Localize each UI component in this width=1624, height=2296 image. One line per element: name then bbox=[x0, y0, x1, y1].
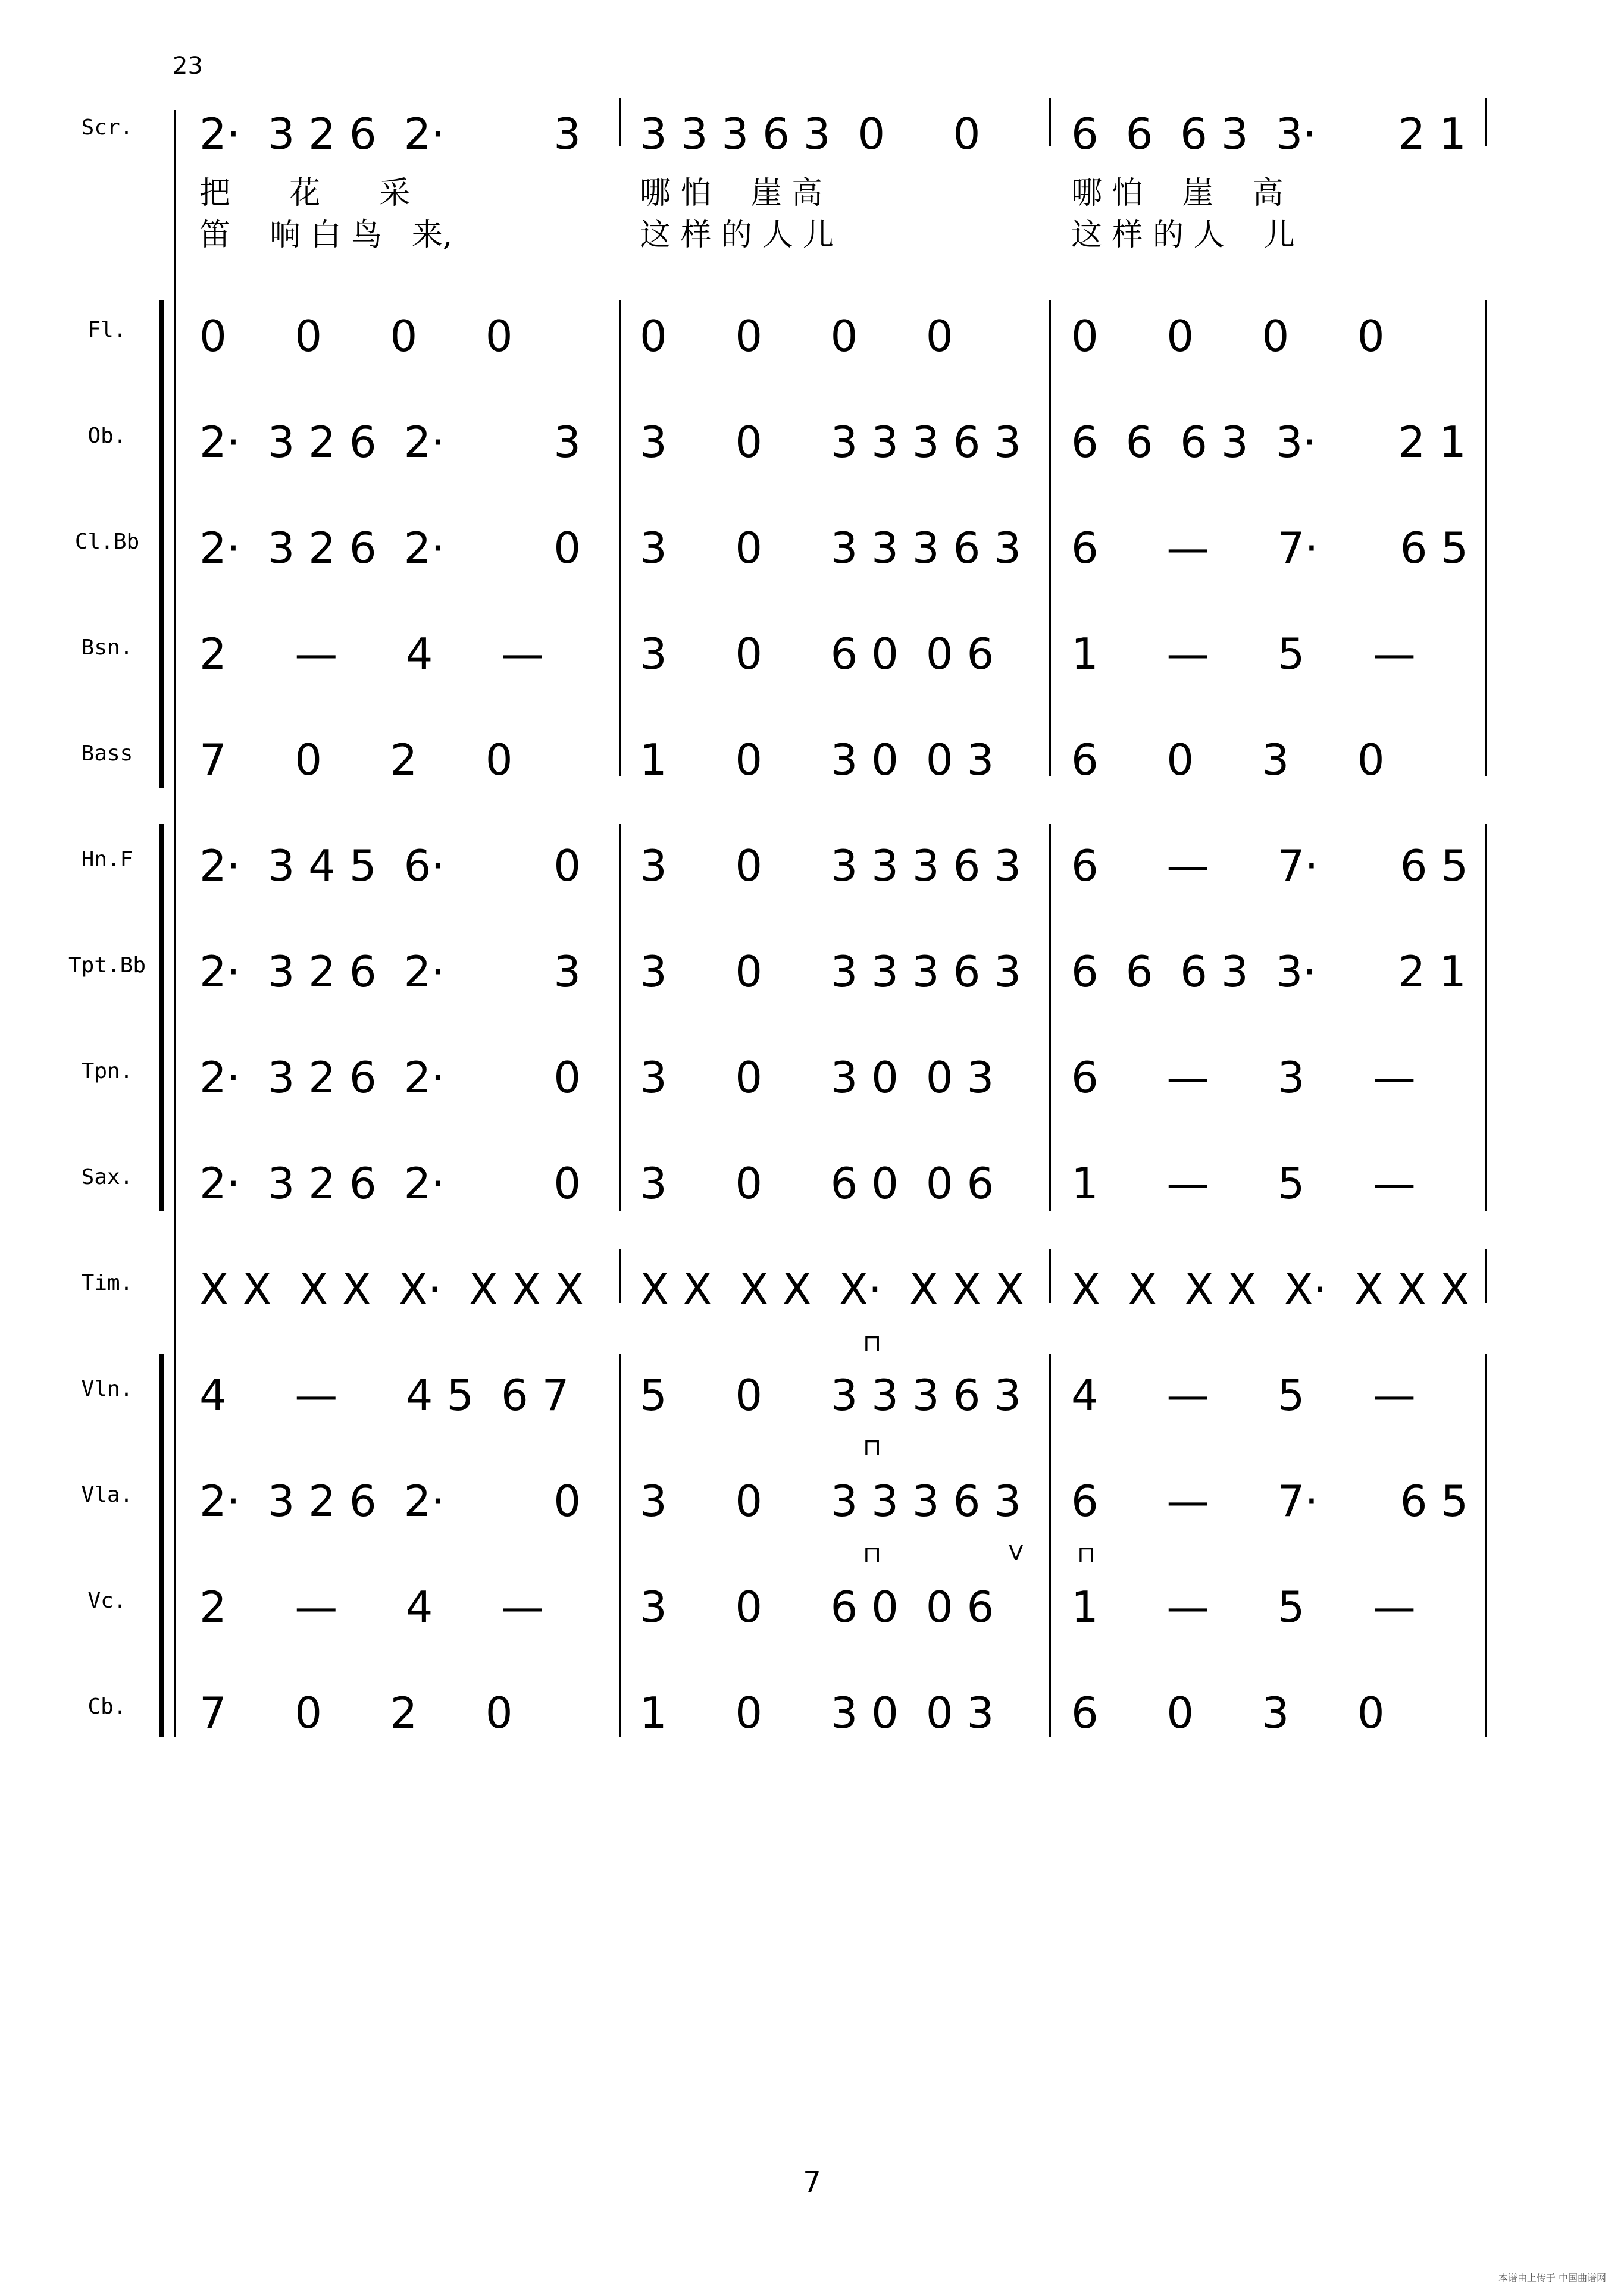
down-bow-mark: ⊓ bbox=[863, 1330, 882, 1357]
woodwind-bracket bbox=[159, 300, 164, 788]
measure-3: 0 0 0 0 bbox=[1071, 311, 1385, 361]
measure-2: X X X X X· X X X bbox=[640, 1264, 1025, 1314]
measure-2: 3 3 3 6 3 0 0 bbox=[640, 109, 981, 159]
measure-3: 1 — 5 — bbox=[1071, 629, 1416, 679]
measure-2: 3 0 3 3 3 6 3 bbox=[640, 417, 1022, 467]
measure-2: 1 0 3 0 0 3 bbox=[640, 1688, 994, 1738]
instrument-label-vla: Vla. bbox=[81, 1483, 133, 1507]
staff-sax bbox=[199, 1160, 1509, 1207]
staff-vla bbox=[199, 1477, 1509, 1525]
staff-cl bbox=[199, 524, 1509, 572]
instrument-label-cl: Cl.Bb bbox=[74, 530, 140, 554]
measure-2: 3 0 3 3 3 6 3 bbox=[640, 523, 1022, 573]
brass-bracket bbox=[159, 824, 164, 1211]
measure-1: 2 — 4 — bbox=[199, 1582, 544, 1632]
measure-2: 3 0 3 3 3 6 3 bbox=[640, 841, 1022, 891]
staff-vln bbox=[199, 1371, 1509, 1419]
instrument-label-vln: Vln. bbox=[81, 1377, 133, 1401]
measure-1: 2 — 4 — bbox=[199, 629, 544, 679]
measure-3: 6 6 6 3 3· 2 1 bbox=[1071, 947, 1466, 997]
staff-fl bbox=[199, 312, 1509, 360]
system-start-line-scr bbox=[174, 110, 176, 300]
up-bow-mark: V bbox=[1009, 1541, 1024, 1565]
measure-2: 3 0 3 3 3 6 3 bbox=[640, 1476, 1022, 1526]
staff-scr bbox=[199, 110, 1509, 158]
down-bow-mark: ⊓ bbox=[1077, 1541, 1096, 1568]
measure-1: 2· 3 2 6 2· 3 bbox=[199, 109, 581, 159]
instrument-label-cb: Cb. bbox=[87, 1694, 127, 1719]
measure-2: 0 0 0 0 bbox=[640, 311, 953, 361]
lyric-m1: 笛 响 白 鸟 来, bbox=[199, 217, 453, 253]
measure-1: 2· 3 2 6 2· 0 bbox=[199, 1476, 581, 1526]
staff-vc bbox=[199, 1583, 1509, 1631]
staff-hn bbox=[199, 842, 1509, 889]
measure-1: 7 0 2 0 bbox=[199, 1688, 513, 1738]
measure-1: 2· 3 2 6 2· 3 bbox=[199, 417, 581, 467]
lyric-m3: 这 样 的 人 儿 bbox=[1071, 217, 1295, 253]
measure-1: 2· 3 2 6 2· 0 bbox=[199, 1158, 581, 1208]
measure-3: 6 — 7· 6 5 bbox=[1071, 1476, 1469, 1526]
instrument-label-tim: Tim. bbox=[81, 1271, 133, 1295]
measure-3: 1 — 5 — bbox=[1071, 1158, 1416, 1208]
lyric-m2: 这 样 的 人 儿 bbox=[640, 217, 834, 253]
measure-number: 23 bbox=[173, 52, 203, 80]
staff-tpn bbox=[199, 1054, 1509, 1101]
lyric-m2: 哪 怕 崖 高 bbox=[640, 176, 823, 211]
instrument-label-tpn: Tpn. bbox=[81, 1059, 133, 1083]
staff-tim bbox=[199, 1266, 1509, 1313]
measure-1: 2· 3 2 6 2· 3 bbox=[199, 947, 581, 997]
measure-1: 2· 3 2 6 2· 0 bbox=[199, 523, 581, 573]
measure-2: 3 0 6 0 0 6 bbox=[640, 629, 994, 679]
footer-watermark: 本谱由上传于 中国曲谱网 bbox=[1498, 2272, 1606, 2284]
system-start-line bbox=[174, 300, 176, 1737]
instrument-label-hn: Hn.F bbox=[81, 847, 133, 872]
staff-bsn bbox=[199, 630, 1509, 678]
instrument-label-bsn: Bsn. bbox=[81, 635, 133, 660]
lyrics-line-2 bbox=[199, 217, 1509, 253]
measure-3: 6 6 6 3 3· 2 1 bbox=[1071, 417, 1466, 467]
measure-2: 5 0 3 3 3 6 3 bbox=[640, 1370, 1022, 1420]
measure-3: 6 — 3 — bbox=[1071, 1053, 1416, 1102]
staff-cb bbox=[199, 1689, 1509, 1737]
lyric-m1: 把 花 采 bbox=[199, 176, 411, 211]
instrument-label-fl: Fl. bbox=[87, 318, 127, 342]
staff-bass bbox=[199, 736, 1509, 784]
measure-3: 6 6 6 3 3· 2 1 bbox=[1071, 109, 1466, 159]
measure-3: 4 — 5 — bbox=[1071, 1370, 1416, 1420]
lyrics-line-1 bbox=[199, 176, 1509, 211]
instrument-label-ob: Ob. bbox=[87, 424, 127, 448]
measure-2: 3 0 3 0 0 3 bbox=[640, 1053, 994, 1102]
instrument-label-vc: Vc. bbox=[87, 1589, 127, 1613]
instrument-label-scr: Scr. bbox=[81, 115, 133, 140]
instrument-label-sax: Sax. bbox=[81, 1165, 133, 1189]
measure-1: 4 — 4 5 6 7 bbox=[199, 1370, 570, 1420]
measure-2: 3 0 6 0 0 6 bbox=[640, 1582, 994, 1632]
strings-bracket bbox=[159, 1354, 164, 1737]
measure-3: 6 0 3 0 bbox=[1071, 735, 1385, 785]
down-bow-mark: ⊓ bbox=[863, 1541, 882, 1568]
measure-1: 2· 3 2 6 2· 0 bbox=[199, 1053, 581, 1102]
measure-1: X X X X X· X X X bbox=[199, 1264, 584, 1314]
staff-tpt bbox=[199, 948, 1509, 995]
measure-3: 6 — 7· 6 5 bbox=[1071, 523, 1469, 573]
measure-3: 6 — 7· 6 5 bbox=[1071, 841, 1469, 891]
instrument-label-bass: Bass bbox=[81, 741, 133, 766]
lyric-m3: 哪 怕 崖 高 bbox=[1071, 176, 1284, 211]
staff-ob bbox=[199, 418, 1509, 466]
measure-3: 1 — 5 — bbox=[1071, 1582, 1416, 1632]
measure-1: 7 0 2 0 bbox=[199, 735, 513, 785]
measure-3: X X X X X· X X X bbox=[1071, 1264, 1470, 1314]
measure-2: 3 0 6 0 0 6 bbox=[640, 1158, 994, 1208]
measure-2: 1 0 3 0 0 3 bbox=[640, 735, 994, 785]
measure-3: 6 0 3 0 bbox=[1071, 1688, 1385, 1738]
measure-1: 2· 3 4 5 6· 0 bbox=[199, 841, 581, 891]
instrument-label-tpt: Tpt.Bb bbox=[68, 953, 146, 978]
measure-2: 3 0 3 3 3 6 3 bbox=[640, 947, 1022, 997]
measure-1: 0 0 0 0 bbox=[199, 311, 513, 361]
page-number: 7 bbox=[803, 2166, 821, 2199]
down-bow-mark: ⊓ bbox=[863, 1434, 882, 1461]
